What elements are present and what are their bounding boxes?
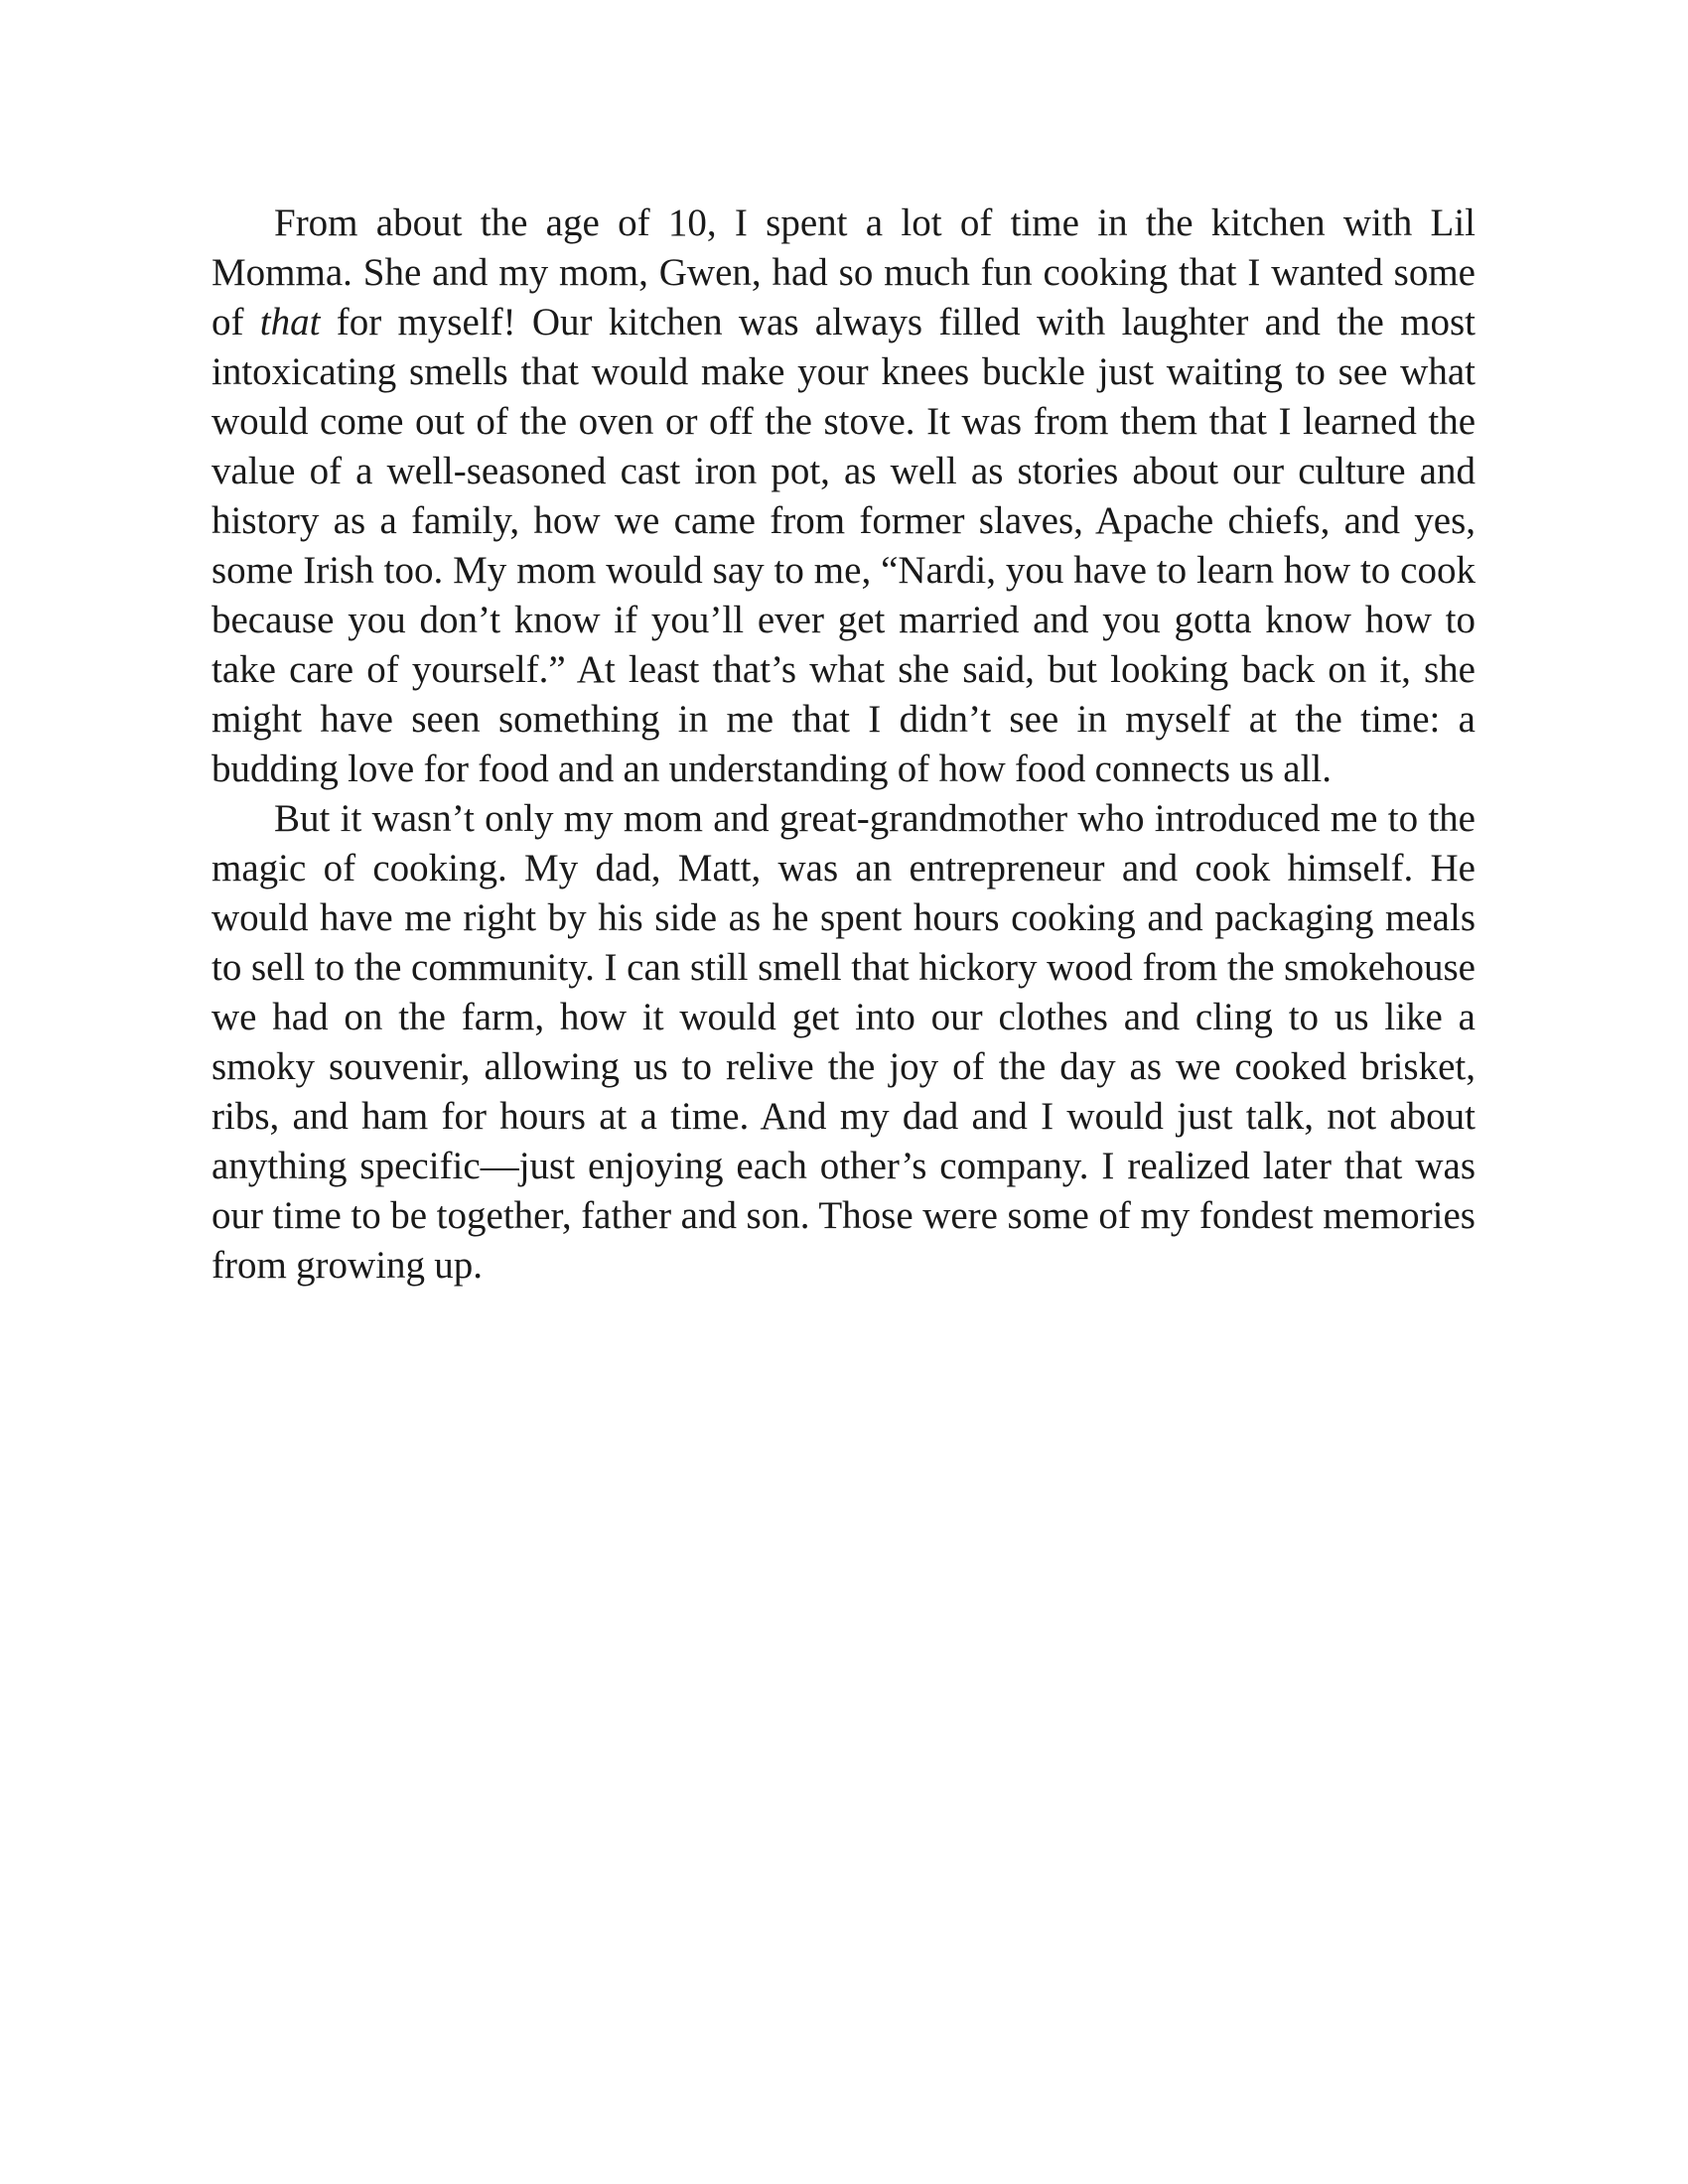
paragraph-1-italic-word: that (259, 301, 321, 343)
paragraph-1 (211, 199, 1476, 794)
paragraph-2: But it wasn’t only my mom and great-grandmother who introduced me to the magic of cooking. My dad, Matt, was an entrepreneur and cook himself. He would have me right by his side as he spent hours cooking and packaging meals to sell to the community. I can still smell that hickory wood from the smokehouse we had on the farm, how it would get into our clothes and cling to us like a smoky souvenir, allowing us to relive the joy of the day as we cooked brisket, ribs, and ham for hours at a time. And my dad and I would just talk, not about anything specific—just enjoying each other’s company. I realized later that was our time to be together, father and son. Those were some of my fondest memories from growing up. (211, 797, 1476, 1287)
body-text (211, 199, 1476, 1291)
paragraph-1-text-start: From about the age of 10, I spent a lot of time in the kitchen with Lil Momma. She and my mom, Gwen, had so much fun cooking that I wanted some of (211, 202, 1476, 343)
paragraph-1-text-end: for myself! Our kitchen was always filled with laughter and the most intoxicating smells that would make your knees buckle just waiting to see what would come out of the oven or off the stove. It was from them that I learned the value of a well-seasoned cast iron pot, as well as stories about our culture and history as a family, how we came from former slaves, Apache chiefs, and yes, some Irish too. My mom would say to me, “Nardi, you have to learn how to cook because you don’t know if you’ll ever get married and you gotta know how to take care of yourself.” At least that’s what she said, but looking back on it, she might have seen something in me that I didn’t see in myself at the time: a budding love for food and an understanding of how food connects us all. (211, 301, 1476, 790)
